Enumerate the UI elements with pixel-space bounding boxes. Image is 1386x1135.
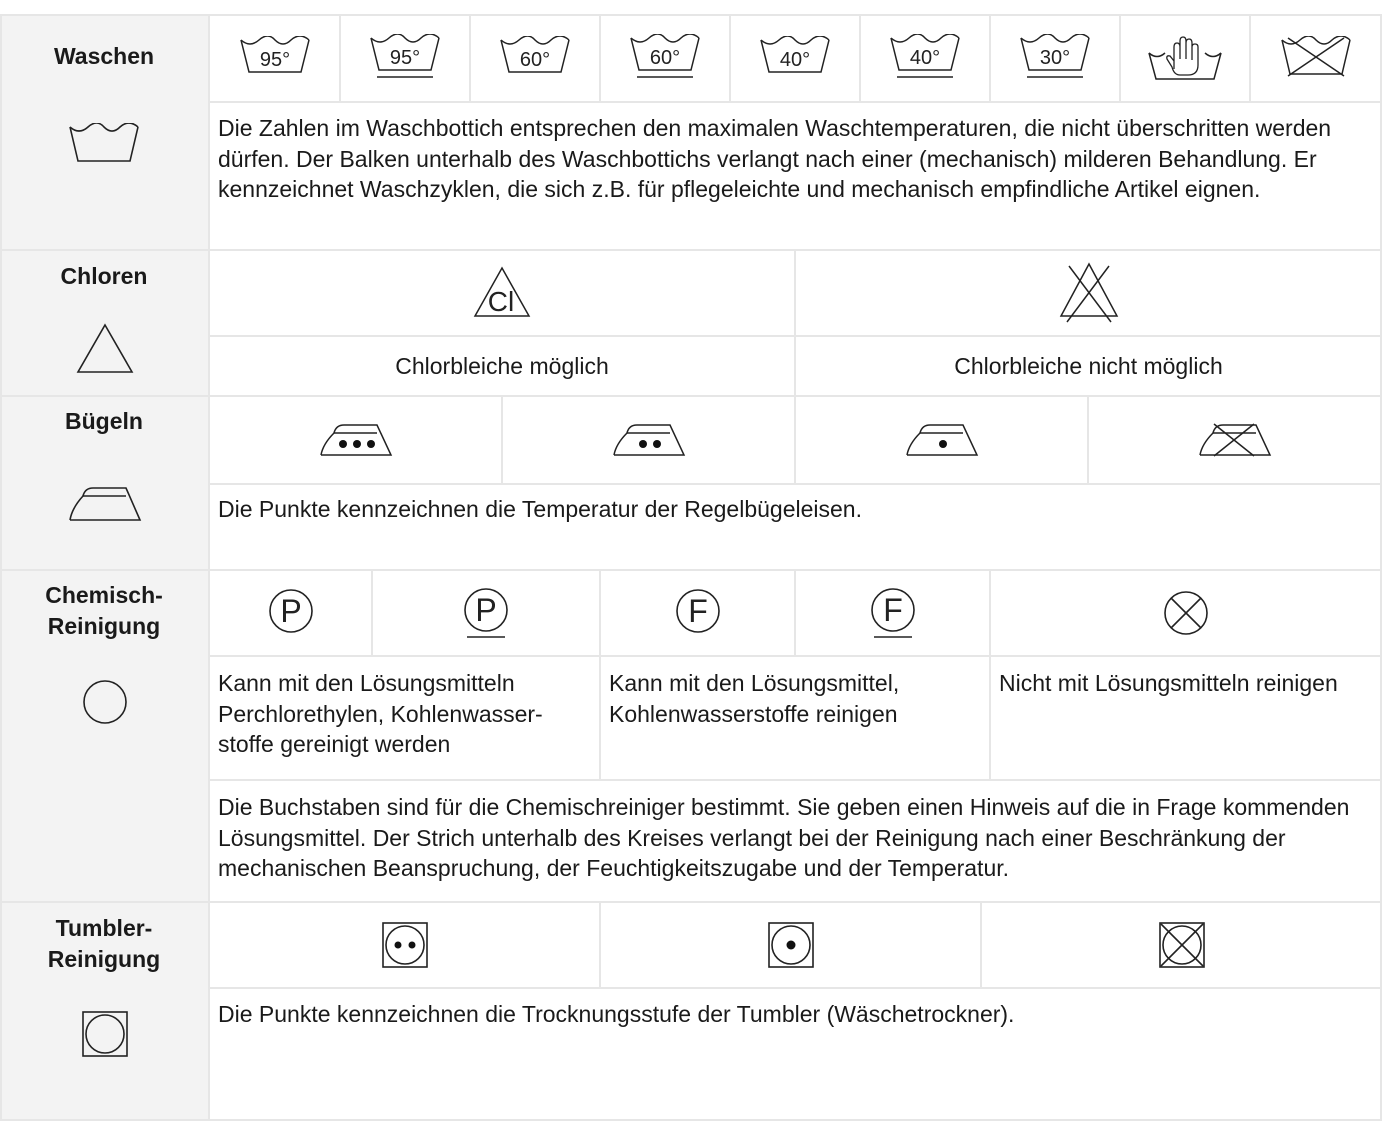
category-chemisch xyxy=(0,571,208,901)
bleach-allowed-icon xyxy=(210,251,794,335)
wash-icon-label: 60° xyxy=(519,49,551,71)
wash-40-mild-icon xyxy=(861,15,989,101)
bleach-allowed-label: Chlorbleiche möglich xyxy=(395,352,609,379)
bleach-not-allowed-label: Chlorbleiche nicht möglich xyxy=(954,352,1223,379)
iron-icon xyxy=(68,485,142,523)
category-waschen xyxy=(0,15,208,249)
dry-clean-f-mild-icon xyxy=(796,571,989,655)
no-dry-clean-icon xyxy=(991,571,1381,655)
iron-3-dots-icon xyxy=(210,397,501,483)
no-wash-icon xyxy=(1251,15,1381,101)
wash-60-mild-icon xyxy=(601,15,729,101)
buegeln-description: Die Punkte kennzeichnen die Temperatur der Regelbügeleisen. xyxy=(218,496,862,522)
tumble-2-dots-icon xyxy=(210,903,599,987)
dry-clean-letter: F xyxy=(882,592,903,628)
category-buegeln xyxy=(0,397,208,569)
no-iron-icon xyxy=(1089,397,1381,483)
wash-40-icon xyxy=(731,15,859,101)
dry-clean-circle-icon xyxy=(81,678,129,726)
dry-clean-option-3: Nicht mit Lösungsmitteln reinigen xyxy=(999,670,1338,696)
wash-icon-label: 60° xyxy=(649,47,681,69)
bleach-triangle-icon xyxy=(75,323,135,375)
wash-icon-label: 40° xyxy=(779,49,811,71)
chemisch-description: Die Buchstaben sind für die Chemischreiniger bestimmt. Sie geben einen Hinweis auf die in Frage kommenden Lösungsmittel. Der Strich unterhalb des Kreises verlangt bei der Reinigung nach einer Beschränkung der mechanischen Beanspruchung, der Feuchtigkeitszugabe und der Temperatur. xyxy=(218,794,1350,881)
tumble-dry-icon xyxy=(81,1010,129,1058)
category-chloren xyxy=(0,251,208,395)
bleach-icon-text: Cl xyxy=(487,286,515,317)
waschen-description: Die Zahlen im Waschbottich entsprechen den maximalen Waschtemperaturen, die nicht überschritten werden dürfen. Der Balken unterhalb des Waschbottichs verlangt nach einer (mechanisch) milderen Behandlung. Er kennzeichnet Waschzyklen, die sich z.B. für pflegeleichte und mechanisch empfindliche Artikel eignen. xyxy=(218,115,1332,202)
dry-clean-letter: P xyxy=(475,592,497,628)
dry-clean-letter: F xyxy=(687,593,708,629)
dry-clean-p-mild-icon xyxy=(373,571,599,655)
wash-icon-label: 40° xyxy=(909,47,941,69)
category-title-waschen: Waschen xyxy=(53,43,155,69)
wash-icon-label: 95° xyxy=(259,49,290,71)
wash-icon-label: 95° xyxy=(389,47,421,69)
wash-60-icon xyxy=(471,15,599,101)
bleach-not-allowed-icon xyxy=(796,251,1381,335)
tumble-1-dot-icon xyxy=(601,903,980,987)
wash-95-icon xyxy=(210,15,339,101)
category-title-tumbler-2: Reinigung xyxy=(47,946,161,972)
dry-clean-option-2: Kann mit den Lösungsmittel, Kohlenwasserstoffe reinigen xyxy=(609,670,900,727)
iron-2-dots-icon xyxy=(503,397,794,483)
wash-icon-label: 30° xyxy=(1039,47,1071,69)
category-title-chemisch-1: Chemisch- xyxy=(45,582,163,608)
dry-clean-f-icon xyxy=(601,571,794,655)
category-title-chemisch-2: Reinigung xyxy=(47,613,161,639)
wash-95-mild-icon xyxy=(341,15,469,101)
category-tumbler xyxy=(0,903,208,1119)
dry-clean-letter: P xyxy=(279,593,302,629)
iron-1-dot-icon xyxy=(796,397,1087,483)
dry-clean-option-1: Kann mit den Lösungsmitteln Perchlorethylen, Kohlenwasser-stoffe gereinigt werden xyxy=(218,670,543,757)
category-title-chloren: Chloren xyxy=(60,263,148,289)
hand-wash-icon xyxy=(1121,15,1249,101)
dry-clean-p-icon xyxy=(210,571,371,655)
category-title-buegeln: Bügeln xyxy=(65,408,143,434)
no-tumble-icon xyxy=(982,903,1381,987)
category-title-tumbler-1: Tumbler- xyxy=(55,915,153,941)
wash-30-mild-icon xyxy=(991,15,1119,101)
wash-tub-icon xyxy=(68,123,140,165)
tumbler-description: Die Punkte kennzeichnen die Trocknungsstufe der Tumbler (Wäschetrockner). xyxy=(218,1001,1015,1027)
